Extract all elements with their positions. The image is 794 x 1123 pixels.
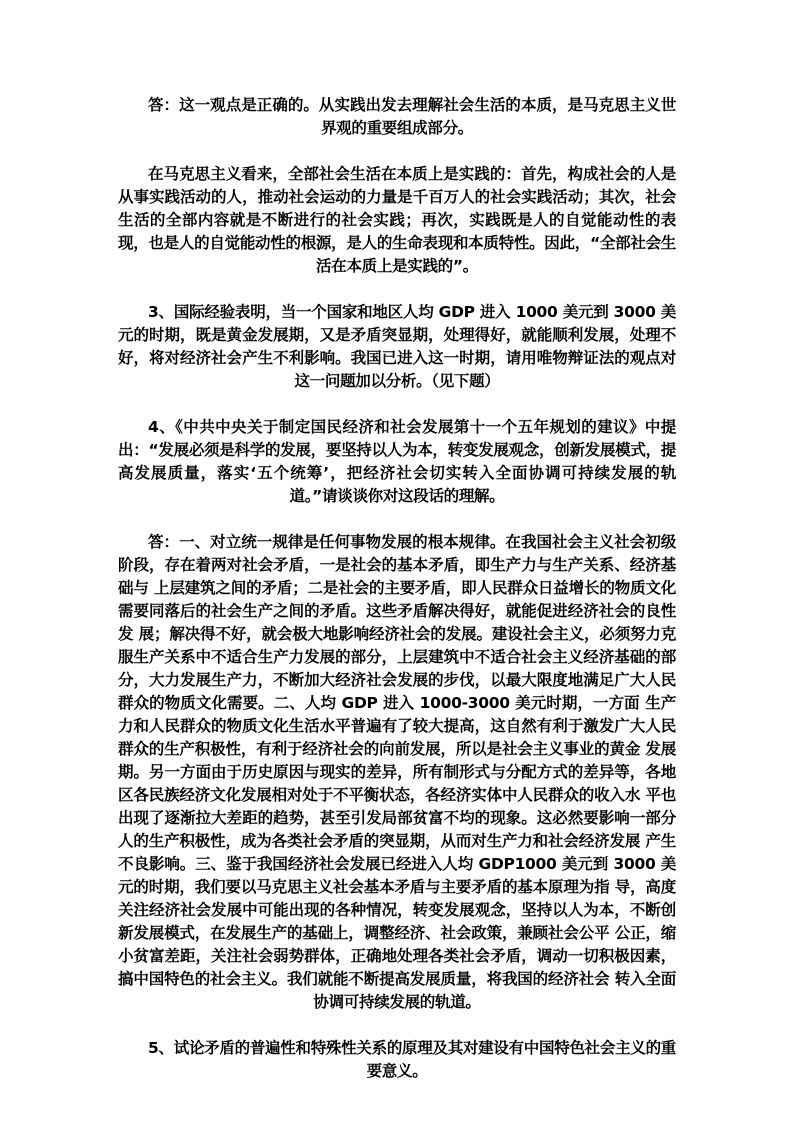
- paragraph-spacer: [118, 1014, 676, 1037]
- paragraph-spacer: [118, 278, 676, 301]
- question-5: 5、试论矛盾的普遍性和特殊性关系的原理及其对建设有中国特色社会主义的重要意义。: [148, 1039, 676, 1080]
- paragraph-spacer: [118, 393, 676, 416]
- answer-paragraph-1: 答：这一观点是正确的。从实践出发去理解社会生活的本质，是马克思主义世界观的重要组成部分。: [148, 96, 676, 137]
- question-3: 3、国际经验表明，当一个国家和地区人均 GDP 进入 1000 美元到 3000 美元的时期，既是黄金发展期，又是矛盾突显期，处理得好，就能顺利发展，处理不好，将对经济社会产生不利影响。我国已进入这一时期，请用唯物辩证法的观点对这一问题加以分析。（见下题）: [118, 303, 676, 390]
- question-4: 4、《中共中央关于制定国民经济和社会发展第十一个五年规划的建议》中提出：“发展必须是科学的发展，要坚持以人为本，转变发展观念，创新发展模式，提高发展质量，落实‘五个统筹’，把经济社会切实转入全面协调可持续发展的轨道。”请谈谈你对这段话的理解。: [118, 418, 676, 505]
- answer-4: 答：一、对立统一规律是任何事物发展的根本规律。在我国社会主义社会初级阶段，存在着两对社会矛盾，一是社会的基本矛盾，即生产力与生产关系、经济基础与 上层建筑之间的矛盾；二是社会的主要矛盾，即人民群众日益增长的物质文化需要同落后的社会生产之间的矛盾。这些矛盾解决得好，就能促进经济社会的良性发 展；解决得不好，就会极大地影响经济社会的发展。建设社会主义，必须努力克服生产关系中不适合生产力发展的部分，上层建筑中不适合社会主义经济基础的部 分，大力发展生产力，不断加大经济社会发展的步伐，以最大限度地满足广大人民群众的物质文化需要。二、人均 GDP 进入 1000-3000 美元时期，一方面 生产力和人民群众的物质文化生活水平普遍有了较大提高，这自然有利于激发广大人民群众的生产积极性，有利于经济社会的向前发展，所以是社会主义事业的黄金 发展期。另一方面由于历史原因与现实的差异，所有制形式与分配方式的差异等，各地区各民族经济文化发展相对处于不平衡状态，各经济实体中人民群众的收入水 平也出现了逐渐拉大差距的趋势，甚至引发局部贫富不均的现象。这必然要影响一部分人的生产积极性，成为各类社会矛盾的突显期，从而对生产力和社会经济发展 产生不良影响。三、鉴于我国经济社会发展已经进入人均 GDP1000 美元到 3000 美元的时期，我们要以马克思主义社会基本矛盾与主要矛盾的基本原理为指 导，高度关注经济社会发展中可能出现的各种情况，转变发展观念，坚持以人为本，不断创新发展模式，在发展生产的基础上，调整经济、社会政策，兼顾社会公平 公正，缩小贫富差距，关注社会弱势群体，正确地处理各类社会矛盾，调动一切积极因素，搞中国特色的社会主义。我们就能不断提高发展质量，将我国的经济社会 转入全面协调可持续发展的轨道。: [118, 533, 676, 1011]
- paragraph-spacer: [118, 508, 676, 531]
- document-page: [118, 94, 676, 1083]
- paragraph-spacer: [118, 140, 676, 163]
- answer-paragraph-2: 在马克思主义看来，全部社会生活在本质上是实践的：首先，构成社会的人是从事实践活动的人，推动社会运动的力量是千百万人的社会实践活动；其次，社会生活的全部内容就是不断进行的社会实践；再次，实践既是人的自觉能动性的表现，也是人的自觉能动性的根源，是人的生命表现和本质特性。因此，“全部社会生活在本质上是实践的”。: [118, 165, 676, 275]
